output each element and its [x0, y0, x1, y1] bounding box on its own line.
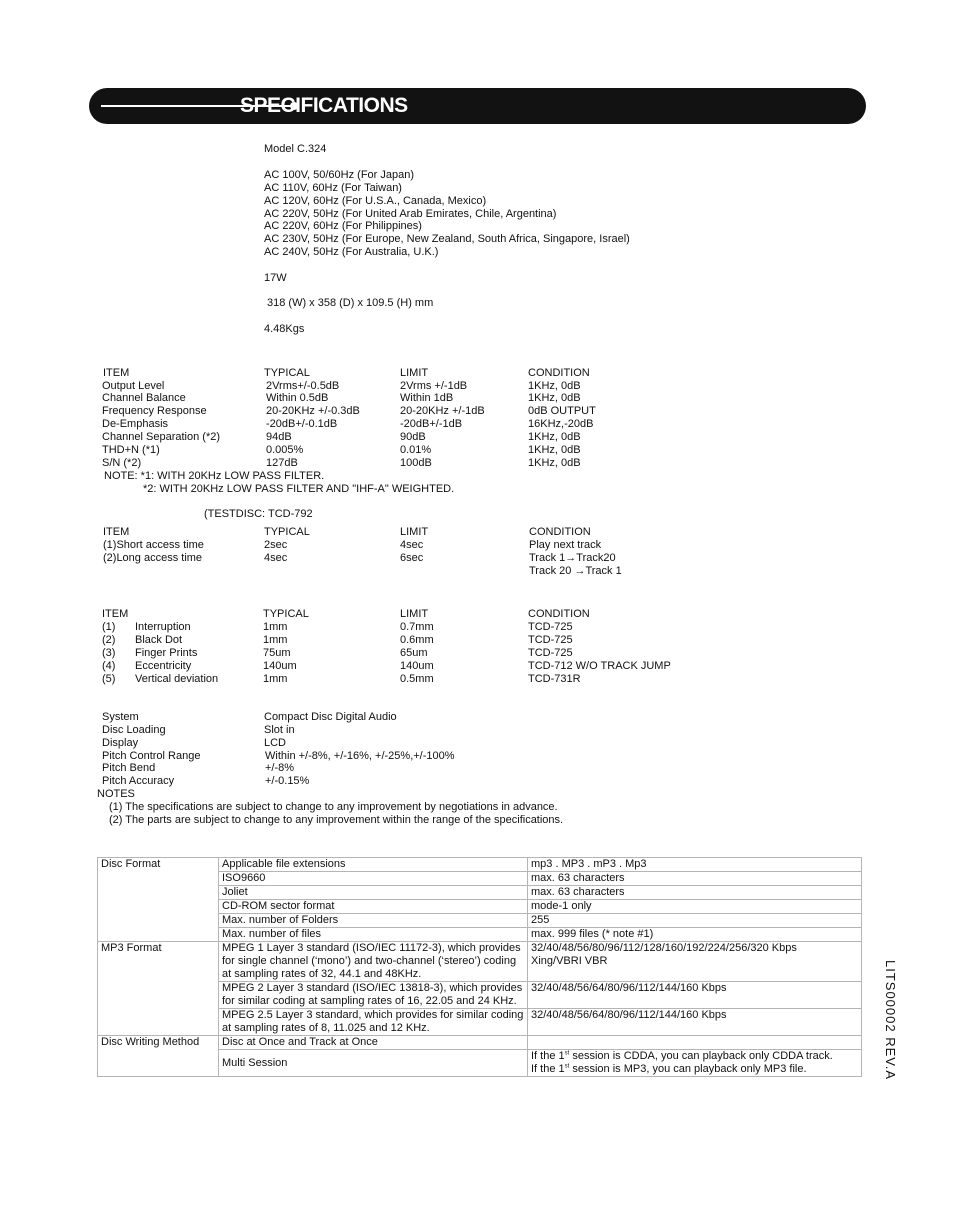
notes-title: NOTES	[97, 788, 135, 800]
mp3-format-cell: MP3 Format	[98, 942, 219, 1036]
header-item: ITEM	[102, 608, 129, 620]
table-cell: ISO9660	[219, 872, 528, 886]
play-typical: 75um	[263, 647, 291, 659]
system-value: +/-8%	[265, 762, 295, 774]
play-typical: 140um	[263, 660, 297, 672]
audio-condition: 16KHz,-20dB	[528, 418, 594, 430]
header-limit: LIMIT	[400, 367, 429, 379]
table-cell: MPEG 1 Layer 3 standard (ISO/IEC 11172-3), which provides for single channel (‘mono’) and two-channel (‘stereo’) coding at sampling rates of 32, 44.1 and 48KHz.	[219, 942, 528, 982]
note-line: (2) The parts are subject to change to any improvement within the range of the specifications.	[109, 814, 564, 826]
audio-note: NOTE: *1: WITH 20KHz LOW PASS FILTER.	[104, 470, 325, 482]
ms-text: If the 1	[531, 1050, 565, 1062]
system-value: +/-0.15%	[265, 775, 310, 787]
system-label: System	[102, 711, 139, 723]
table-cell: Applicable file extensions	[219, 858, 528, 872]
table-cell: Disc at Once and Track at Once	[219, 1036, 528, 1050]
play-typical: 1mm	[263, 621, 288, 633]
play-condition: TCD-712 W/O TRACK JUMP	[528, 660, 671, 672]
access-item: (1)Short access time	[103, 539, 204, 551]
header-item: ITEM	[103, 367, 130, 379]
access-condition: Play next track	[529, 539, 602, 551]
system-value: Slot in	[264, 724, 295, 736]
audio-item: Channel Separation (*2)	[102, 431, 221, 443]
play-condition: TCD-731R	[528, 673, 581, 685]
table-cell: Max. number of Folders	[219, 914, 528, 928]
audio-condition: 1KHz, 0dB	[528, 444, 581, 456]
audio-note: *2: WITH 20KHz LOW PASS FILTER AND "IHF-A" WEIGHTED.	[143, 483, 455, 495]
audio-condition: 1KHz, 0dB	[528, 431, 581, 443]
system-value: Within +/-8%, +/-16%, +/-25%,+/-100%	[265, 750, 455, 762]
header-condition: CONDITION	[528, 608, 590, 620]
audio-limit: -20dB+/-1dB	[400, 418, 463, 430]
play-typical: 1mm	[263, 634, 288, 646]
table-cell: MPEG 2.5 Layer 3 standard, which provides for similar coding at sampling rates of 8, 11.025 and 12 KHz.	[219, 1009, 528, 1036]
audio-item: Frequency Response	[102, 405, 207, 417]
play-limit: 140um	[400, 660, 434, 672]
table-cell: 255	[528, 914, 862, 928]
table-cell: MPEG 2 Layer 3 standard (ISO/IEC 13818-3), which provides for similar coding at sampling rates of 16, 22.05 and 24 KHz.	[219, 982, 528, 1009]
ms-text: If the 1	[531, 1063, 565, 1075]
ms-sup: st	[564, 1063, 570, 1070]
play-limit: 65um	[400, 647, 428, 659]
ms-text: session is MP3, you can playback only MP3 file.	[569, 1063, 807, 1075]
table-cell: 32/40/48/56/64/80/96/112/144/160 Kbps	[528, 1009, 862, 1036]
power-line: AC 220V, 50Hz (For United Arab Emirates, Chile, Argentina)	[264, 208, 557, 220]
power-line: AC 110V, 60Hz (For Taiwan)	[264, 182, 402, 194]
play-num: (5)	[102, 673, 116, 685]
system-label: Disc Loading	[102, 724, 166, 736]
access-condition: Track 1→Track20	[529, 552, 616, 564]
ms-text: session is CDDA, you can playback only CDDA track.	[569, 1050, 833, 1062]
consumption-text: 17W	[264, 272, 287, 284]
table-cell: mp3 . MP3 . mP3 . Mp3	[528, 858, 862, 872]
header-typical: TYPICAL	[263, 608, 309, 620]
table-cell: max. 63 characters	[528, 872, 862, 886]
writing-method-cell: Disc Writing Method	[98, 1036, 219, 1077]
play-typical: 1mm	[263, 673, 288, 685]
power-line: AC 240V, 50Hz (For Australia, U.K.)	[264, 246, 439, 258]
access-item: (2)Long access time	[103, 552, 203, 564]
table-cell: Multi Session	[219, 1050, 528, 1077]
play-limit: 0.6mm	[400, 634, 434, 646]
testdisc-label: (TESTDISC: TCD-792	[204, 508, 313, 520]
header-limit: LIMIT	[400, 526, 429, 538]
audio-item: S/N (*2)	[102, 457, 142, 469]
play-num: (4)	[102, 660, 116, 672]
audio-limit: 100dB	[400, 457, 432, 469]
access-condition: Track 20 →Track 1	[529, 565, 622, 577]
play-limit: 0.5mm	[400, 673, 434, 685]
header-typical: TYPICAL	[264, 526, 310, 538]
audio-typical: 127dB	[266, 457, 298, 469]
access-typical: 4sec	[264, 552, 288, 564]
header-typical: TYPICAL	[264, 367, 310, 379]
play-item: Vertical deviation	[135, 673, 219, 685]
audio-item: THD+N (*1)	[102, 444, 160, 456]
table-row	[98, 1036, 862, 1050]
play-item: Black Dot	[135, 634, 183, 646]
audio-limit: 2Vrms +/-1dB	[400, 380, 468, 392]
weight-text: 4.48Kgs	[264, 323, 305, 335]
system-label: Display	[102, 737, 139, 749]
multisession-line	[531, 1063, 858, 1076]
audio-condition: 1KHz, 0dB	[528, 457, 581, 469]
audio-typical: 2Vrms+/-0.5dB	[266, 380, 340, 392]
system-value: Compact Disc Digital Audio	[264, 711, 397, 723]
audio-item: Output Level	[102, 380, 165, 392]
audio-condition: 1KHz, 0dB	[528, 380, 581, 392]
document-code: LITS00002 REV.A	[883, 960, 898, 1081]
access-typical: 2sec	[264, 539, 288, 551]
power-line: AC 220V, 60Hz (For Philippines)	[264, 220, 422, 232]
audio-condition: 1KHz, 0dB	[528, 392, 581, 404]
play-condition: TCD-725	[528, 647, 573, 659]
ms-sup: st	[564, 1050, 570, 1057]
system-label: Pitch Bend	[102, 762, 156, 774]
table-cell: max. 999 files (* note #1)	[528, 928, 862, 942]
audio-item: De-Emphasis	[102, 418, 169, 430]
note-line: (1) The specifications are subject to change to any improvement by negotiations in advance.	[109, 801, 558, 813]
access-limit: 6sec	[400, 552, 424, 564]
header-limit: LIMIT	[400, 608, 429, 620]
audio-typical: 94dB	[266, 431, 292, 443]
disc-format-cell: Disc Format	[98, 858, 219, 942]
audio-limit: 90dB	[400, 431, 426, 443]
table-row	[98, 858, 862, 872]
system-label: Pitch Accuracy	[102, 775, 175, 787]
system-label: Pitch Control Range	[102, 750, 201, 762]
power-line: AC 100V, 50/60Hz (For Japan)	[264, 169, 415, 181]
title-banner	[89, 88, 866, 124]
page-title: SPECIFICATIONS	[240, 94, 408, 117]
table-cell	[528, 942, 862, 982]
play-item: Interruption	[135, 621, 191, 633]
audio-limit: Within 1dB	[400, 392, 454, 404]
multisession-line	[531, 1050, 858, 1063]
dimensions-text: 318 (W) x 358 (D) x 109.5 (H) mm	[267, 297, 434, 309]
audio-typical: -20dB+/-0.1dB	[266, 418, 338, 430]
table-cell: mode-1 only	[528, 900, 862, 914]
vbr-text: Xing/VBRI VBR	[531, 955, 608, 967]
audio-item: Channel Balance	[102, 392, 186, 404]
table-cell	[528, 1050, 862, 1077]
audio-limit: 20-20KHz +/-1dB	[400, 405, 485, 417]
table-cell: max. 63 characters	[528, 886, 862, 900]
play-condition: TCD-725	[528, 621, 573, 633]
play-item: Eccentricity	[135, 660, 192, 672]
audio-typical: 0.005%	[266, 444, 304, 456]
model-text: Model C.324	[264, 143, 327, 155]
power-line: AC 120V, 60Hz (For U.S.A., Canada, Mexico)	[264, 195, 487, 207]
power-line: AC 230V, 50Hz (For Europe, New Zealand, South Africa, Singapore, Israel)	[264, 233, 630, 245]
audio-typical: 20-20KHz +/-0.3dB	[266, 405, 360, 417]
header-item: ITEM	[103, 526, 130, 538]
header-condition: CONDITION	[528, 367, 590, 379]
table-cell: 32/40/48/56/64/80/96/112/144/160 Kbps	[528, 982, 862, 1009]
format-table	[97, 857, 862, 1077]
play-item: Finger Prints	[135, 647, 198, 659]
audio-typical: Within 0.5dB	[266, 392, 329, 404]
play-num: (2)	[102, 634, 116, 646]
table-cell	[528, 1036, 862, 1050]
bitrate-text: 32/40/48/56/80/96/112/128/160/192/224/256/320 Kbps	[531, 942, 797, 954]
table-row	[98, 942, 862, 982]
audio-condition: 0dB OUTPUT	[528, 405, 596, 417]
header-condition: CONDITION	[529, 526, 591, 538]
system-value: LCD	[264, 737, 287, 749]
play-num: (1)	[102, 621, 116, 633]
play-condition: TCD-725	[528, 634, 573, 646]
table-cell: Max. number of files	[219, 928, 528, 942]
access-limit: 4sec	[400, 539, 424, 551]
audio-limit: 0.01%	[400, 444, 432, 456]
play-limit: 0.7mm	[400, 621, 434, 633]
table-cell: CD-ROM sector format	[219, 900, 528, 914]
play-num: (3)	[102, 647, 116, 659]
table-cell: Joliet	[219, 886, 528, 900]
